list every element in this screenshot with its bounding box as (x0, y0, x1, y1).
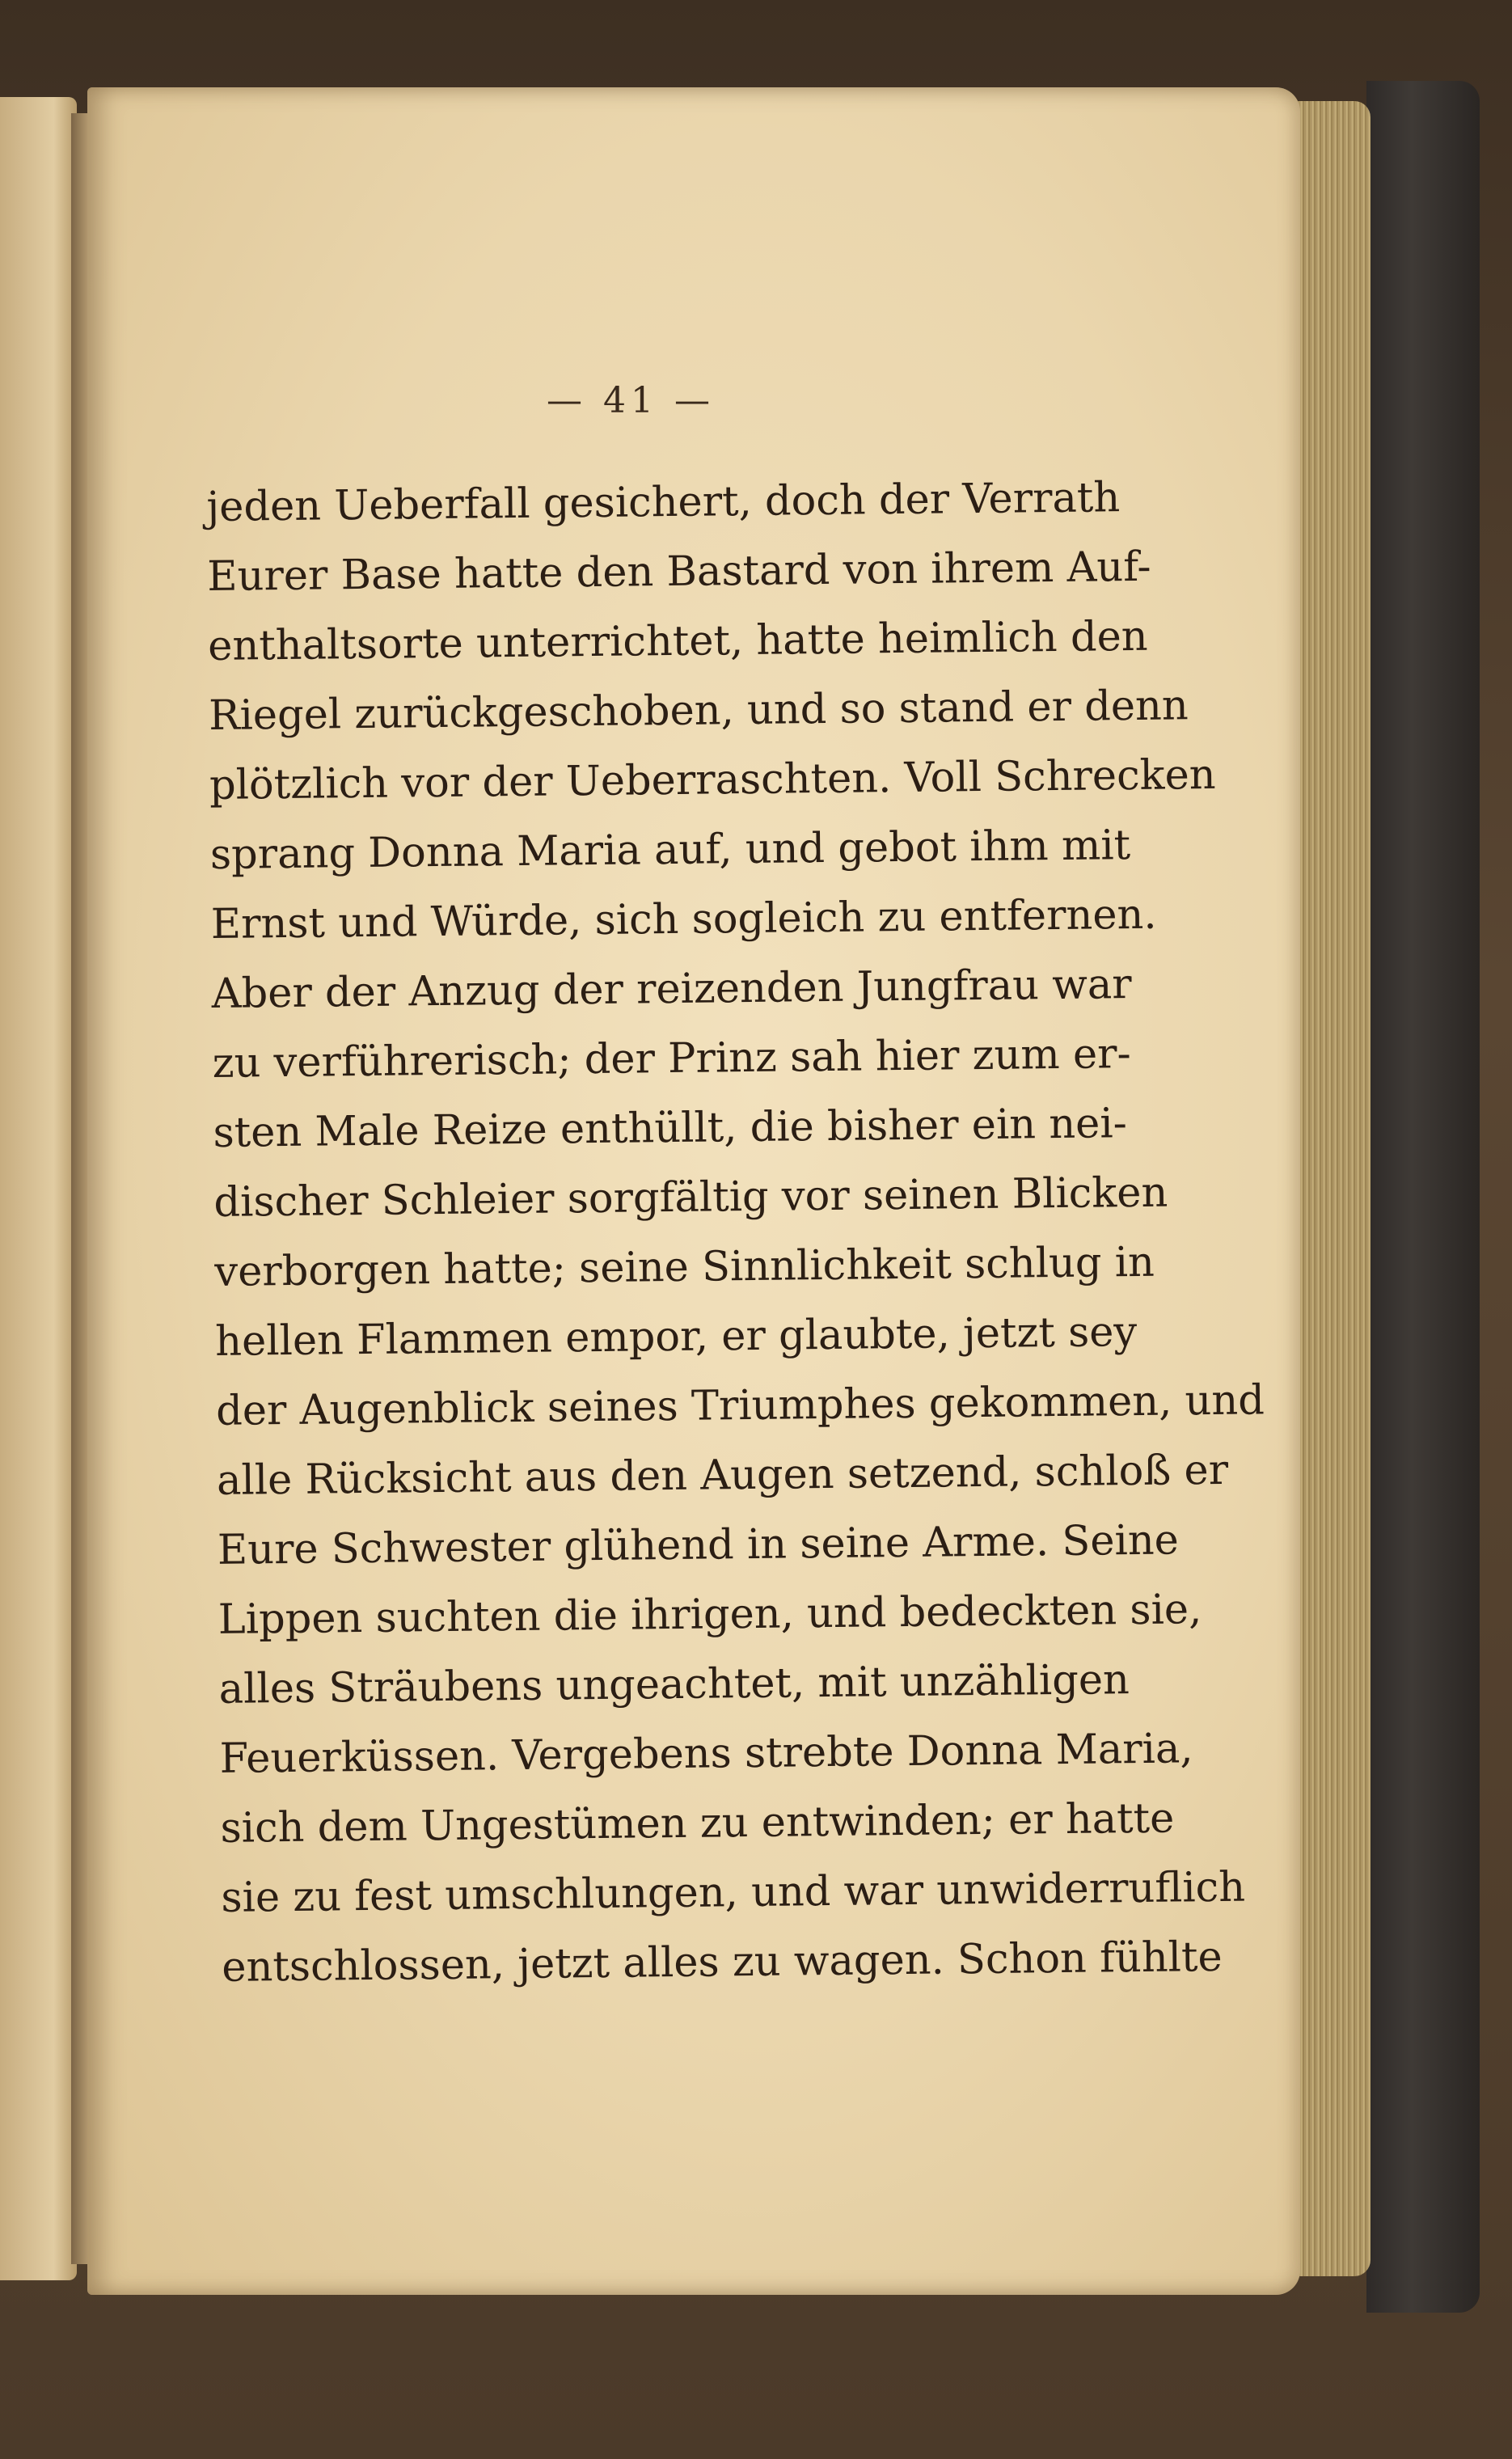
text-line: enthaltsorte unterrichtet, hatte heimlich den (207, 612, 1148, 670)
text-line: discher Schleier sorgfältig vor seinen Blicken (213, 1168, 1168, 1227)
text-line: verborgen hatte; seine Sinnlichkeit schlug in (214, 1238, 1155, 1296)
text-line: Riegel zurückgeschoben, und so stand er denn (208, 682, 1189, 740)
page-fore-edge (1294, 101, 1371, 2276)
text-line: alle Rücksicht aus den Augen setzend, schloß er (216, 1446, 1229, 1505)
text-line: sprang Donna Maria auf, und gebot ihm mit (209, 822, 1131, 879)
text-line: zu verführerisch; der Prinz sah hier zum er- (212, 1030, 1132, 1088)
text-line: der Augenblick seines Triumphes gekommen, und (215, 1376, 1265, 1435)
text-line: Feuerküssen. Vergebens strebte Donna Maria, (219, 1725, 1193, 1783)
text-line: Eure Schwester glühend in seine Arme. Seine (217, 1516, 1180, 1574)
book-cover-edge (1366, 81, 1480, 2313)
text-line: jeden Ueberfall gesichert, doch der Verrath (206, 474, 1121, 531)
text-line: sie zu fest umschlungen, und war unwiderruflich (221, 1863, 1246, 1922)
text-block (206, 464, 1265, 2003)
left-page-edge (0, 97, 77, 2280)
page-number: — 41 — (547, 380, 715, 421)
text-line: sich dem Ungestümen zu entwinden; er hatte (220, 1794, 1175, 1853)
text-line: Ernst und Würde, sich sogleich zu entfernen. (210, 890, 1157, 949)
text-line: alles Sträubens ungeachtet, mit unzähligen (218, 1656, 1130, 1713)
text-line: Aber der Anzug der reizenden Jungfrau war (211, 961, 1132, 1018)
text-line: Eurer Base hatte den Bastard von ihrem Auf- (207, 543, 1151, 601)
text-line: plötzlich vor der Ueberraschten. Voll Schrecken (209, 750, 1216, 809)
text-line: entschlossen, jetzt alles zu wagen. Schon fühlte (222, 1933, 1223, 1992)
text-line: Lippen suchten die ihrigen, und bedeckten sie, (218, 1586, 1202, 1644)
text-line: hellen Flammen empor, er glaubte, jetzt sey (214, 1308, 1138, 1366)
text-line: sten Male Reize enthüllt, die bisher ein nei- (213, 1100, 1128, 1157)
